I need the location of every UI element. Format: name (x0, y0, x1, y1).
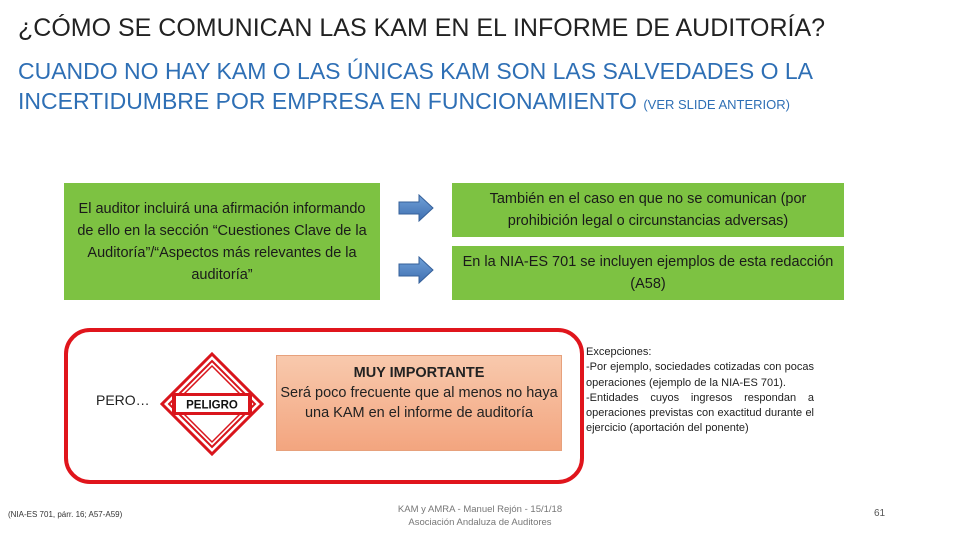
norm-reference: (NIA-ES 701, párr. 16; A57-A59) (8, 510, 123, 519)
pero-label: PERO… (96, 392, 150, 408)
subtitle-main: CUANDO NO HAY KAM O LAS ÚNICAS KAM SON LAS SALVEDADES O LA INCERTIDUMBRE POR EMPRESA EN FUNCIONAMIENTO (18, 58, 812, 114)
subtitle-note: (VER SLIDE ANTERIOR) (643, 97, 790, 112)
footer-author: KAM y AMRA - Manuel Rejón - 15/1/18 (397, 504, 563, 515)
arrow-right-icon (398, 194, 434, 222)
important-box (276, 355, 562, 451)
exceptions-item-2: -Entidades cuyos ingresos respondan a operaciones previstas con exactitud durante el ejercicio (aportación del ponente) (586, 391, 814, 435)
arrow-right-icon (398, 256, 434, 284)
exceptions-item-1: -Por ejemplo, sociedades cotizadas con pocas operaciones (ejemplo de la NIA-ES 701). (586, 361, 814, 389)
exceptions-heading: Excepciones: (586, 346, 652, 358)
danger-sign-label: PELIGRO (186, 399, 238, 412)
auditor-statement-text: El auditor incluirá una afirmación informando de ello en la sección “Cuestiones Clave de la Auditoría”/“Aspectos más relevantes de la auditoría” (77, 200, 367, 283)
page-number: 61 (874, 508, 886, 519)
important-body: Será poco frecuente que al menos no haya una KAM en el informe de auditoría (280, 385, 558, 421)
not-communicated-text: También en el caso en que no se comunican (por prohibición legal o circunstancias adversas) (489, 191, 807, 229)
slide-subtitle (18, 56, 948, 120)
not-communicated-box (452, 183, 844, 237)
footer-organization: Asociación Andaluza de Auditores (408, 517, 552, 528)
exceptions-note (586, 345, 814, 437)
important-heading: MUY IMPORTANTE (353, 365, 485, 381)
danger-sign-icon (160, 352, 264, 456)
nia-examples-box (452, 246, 844, 300)
slide-title: ¿CÓMO SE COMUNICAN LAS KAM EN EL INFORME DE AUDITORÍA? (18, 14, 826, 42)
nia-examples-text: En la NIA-ES 701 se incluyen ejemplos de esta redacción (A58) (462, 254, 834, 292)
auditor-statement-box (64, 183, 380, 300)
footer-credit (370, 503, 590, 529)
